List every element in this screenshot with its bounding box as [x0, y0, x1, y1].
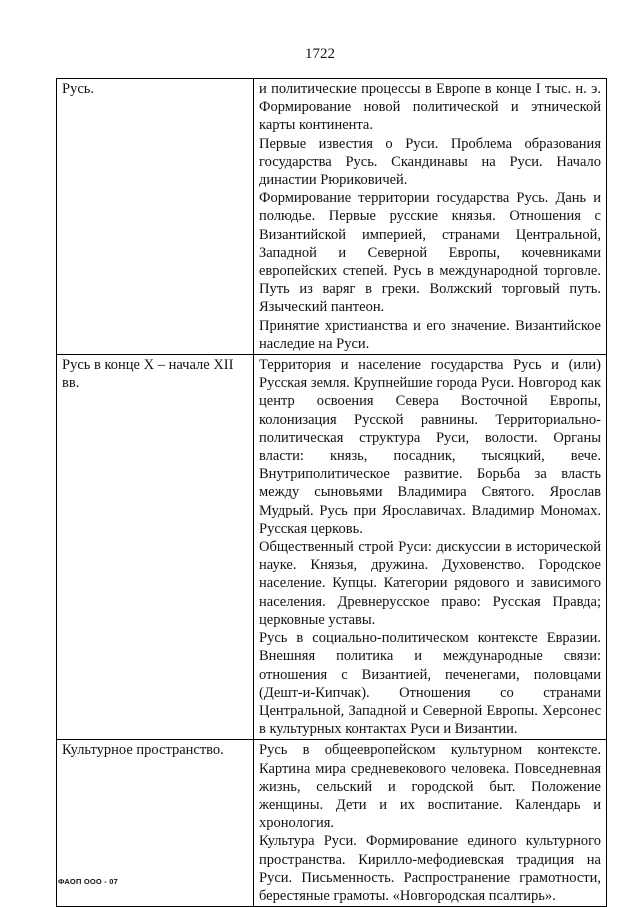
content-paragraph: Формирование территории государства Русь. Дань и полюдье. Первые русские князья. Отношения с Византийской империей, странами Центральной, Западной и Северной Европы, кочевниками европейских степей. Русь в международной торговле. Путь из варяг в греки. Волжский торговый путь. Языческий пантеон.	[259, 190, 601, 316]
topic-text: Русь.	[62, 81, 94, 97]
table-row	[57, 355, 607, 740]
footer-code: ФАОП ООО - 07	[58, 877, 118, 886]
content-paragraph: Культура Руси. Формирование единого культурного пространства. Кирилло-мефодиевская традиция на Руси. Письменность. Распространение грамотности, берестяные грамоты. «Новгородская псалтирь».	[259, 833, 601, 904]
content-paragraph: Русь в общеевропейском культурном контексте. Картина мира средневекового человека. Повседневная жизнь, сельский и городской быт. Положение женщины. Дети и их воспитание. Календарь и хронология.	[259, 742, 601, 832]
curriculum-table	[56, 78, 607, 907]
topic-cell	[57, 79, 254, 355]
content-cell	[254, 355, 607, 740]
topic-cell	[57, 355, 254, 740]
content-paragraph: Русь в социально-политическом контексте Евразии. Внешняя политика и международные связи: отношения с Византией, печенегами, половцами (Дешт-и-Кипчак). Отношения со странами Центральной, Западной и Северной Европы. Херсонес в культурных контактах Руси и Византии.	[259, 630, 601, 738]
page-number: 1722	[305, 46, 335, 62]
topic-text: Русь в конце X – начале XII вв.	[62, 357, 234, 392]
content-cell	[254, 740, 607, 907]
table-row	[57, 79, 607, 355]
content-cell	[254, 79, 607, 355]
topic-text: Культурное пространство.	[62, 742, 224, 759]
content-paragraph: Территория и население государства Русь и (или) Русская земля. Крупнейшие города Руси. Новгород как центр освоения Севера Восточной Европы, колонизация Русской равнины. Территориально-политическая структура Руси, волости. Органы власти: князь, посадник, тысяцкий, вече. Внутриполитическое развитие. Борьба за власть между сыновьями Владимира Святого. Ярослав Мудрый. Русь при Ярославичах. Владимир Мономах. Русская церковь.	[259, 357, 601, 537]
content-paragraph: Принятие христианства и его значение. Византийское наследие на Руси.	[259, 317, 601, 352]
table-row	[57, 740, 607, 907]
content-paragraph: и политические процессы в Европе в конце I тыс. н. э. Формирование новой политической и этнической карты континента.	[259, 81, 601, 134]
content-paragraph: Общественный строй Руси: дискуссии в исторической науке. Князья, дружина. Духовенство. Городское население. Купцы. Категории рядового и зависимого населения. Древнерусское право: Русская Правда; церковные уставы.	[259, 539, 601, 628]
content-paragraph: Первые известия о Руси. Проблема образования государства Русь. Скандинавы на Руси. Начало династии Рюриковичей.	[259, 135, 601, 189]
